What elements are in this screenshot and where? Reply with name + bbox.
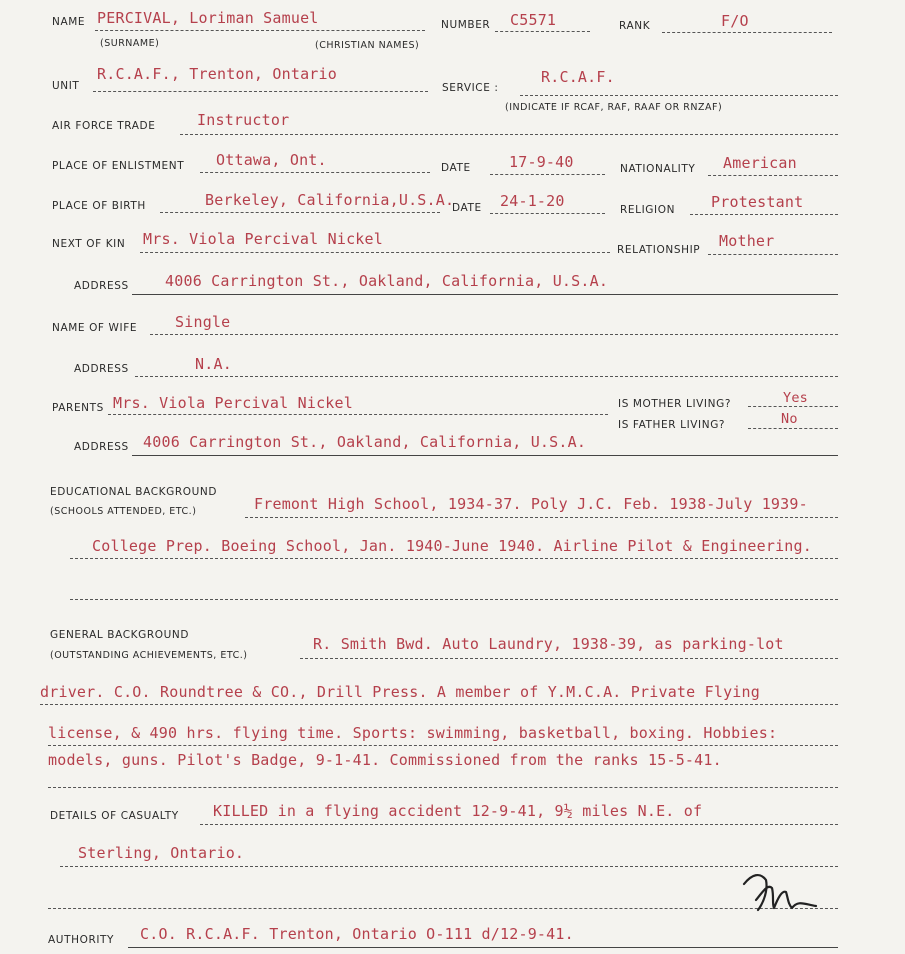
next-of-kin-value: Mrs. Viola Percival Nickel [143, 230, 383, 248]
number-value: C5571 [510, 11, 557, 29]
next-of-kin-line [140, 252, 610, 253]
religion-label: RELIGION [620, 204, 676, 216]
general-background-label: GENERAL BACKGROUND [50, 629, 190, 641]
name-value: PERCIVAL, Loriman Samuel [97, 9, 319, 27]
mother-living-line [748, 406, 838, 407]
general-line-4: models, guns. Pilot's Badge, 9-1-41. Commissioned from the ranks 15-5-41. [48, 751, 722, 769]
air-force-trade-value: Instructor [197, 111, 290, 129]
name-label: NAME [52, 16, 86, 28]
wife-address-line [135, 376, 838, 377]
casualty-rule-3 [48, 908, 838, 909]
wife-line [150, 334, 838, 335]
general-rule-4 [48, 787, 838, 788]
initials-signature [738, 870, 828, 916]
birth-date-line [490, 213, 605, 214]
name-of-wife-label: NAME OF WIFE [52, 322, 138, 334]
outstanding-achievements-label: (OUTSTANDING ACHIEVEMENTS, ETC.) [50, 650, 248, 661]
educational-background-label: EDUCATIONAL BACKGROUND [50, 486, 218, 498]
general-rule-3 [48, 745, 838, 746]
parents-value: Mrs. Viola Percival Nickel [113, 394, 353, 412]
wife-address-label: ADDRESS [74, 363, 129, 375]
birth-line [160, 212, 440, 213]
religion-line [690, 214, 838, 215]
education-rule-2 [70, 558, 838, 559]
birth-date-label: DATE [452, 202, 482, 214]
education-rule-1 [245, 517, 838, 518]
place-of-birth-value: Berkeley, California,U.S.A. [205, 191, 455, 209]
father-living-value: No [781, 411, 798, 427]
enlistment-line [200, 172, 430, 173]
number-label: NUMBER [441, 19, 491, 31]
number-line [495, 31, 590, 32]
next-of-kin-label: NEXT OF KIN [52, 238, 126, 250]
religion-value: Protestant [711, 193, 804, 211]
general-line-3: license, & 490 hrs. flying time. Sports: swimming, basketball, boxing. Hobbies: [48, 724, 778, 742]
date-label: DATE [441, 162, 471, 174]
relationship-value: Mother [719, 232, 775, 250]
parents-address-value: 4006 Carrington St., Oakland, California, U.S.A. [143, 433, 587, 451]
schools-attended-label: (SCHOOLS ATTENDED, ETC.) [50, 506, 197, 517]
enlistment-date-line [490, 174, 605, 175]
service-line [520, 95, 838, 96]
is-father-living-label: IS FATHER LIVING? [618, 419, 726, 431]
father-living-line [748, 428, 838, 429]
casualty-line-2: Sterling, Ontario. [78, 844, 245, 862]
name-line [95, 30, 425, 31]
christian-names-label: (CHRISTIAN NAMES) [315, 40, 420, 51]
casualty-line-1: KILLED in a flying accident 12-9-41, 9½ miles N.E. of [213, 802, 703, 820]
kin-address-label: ADDRESS [74, 280, 129, 292]
nationality-line [708, 175, 838, 176]
is-mother-living-label: IS MOTHER LIVING? [618, 398, 731, 410]
education-line-1: Fremont High School, 1934-37. Poly J.C. Feb. 1938-July 1939- [254, 495, 808, 513]
service-hint: (INDICATE IF RCAF, RAF, RAAF OR RNZAF) [505, 102, 723, 113]
wife-address-value: N.A. [195, 355, 232, 373]
parents-line [108, 414, 608, 415]
rank-value: F/O [721, 12, 749, 30]
air-force-trade-label: AIR FORCE TRADE [52, 120, 156, 132]
relationship-label: RELATIONSHIP [617, 244, 701, 256]
casualty-rule-2 [60, 866, 838, 867]
enlistment-date-value: 17-9-40 [509, 153, 574, 171]
parents-address-label: ADDRESS [74, 441, 129, 453]
relationship-line [708, 254, 838, 255]
authority-line [128, 947, 838, 948]
place-of-enlistment-value: Ottawa, Ont. [216, 151, 327, 169]
surname-label: (SURNAME) [100, 38, 160, 49]
birth-date-value: 24-1-20 [500, 192, 565, 210]
unit-label: UNIT [52, 80, 80, 92]
kin-address-line [132, 294, 838, 295]
kin-address-value: 4006 Carrington St., Oakland, California, U.S.A. [165, 272, 609, 290]
mother-living-value: Yes [783, 390, 808, 406]
parents-label: PARENTS [52, 402, 104, 414]
rank-label: RANK [619, 20, 651, 32]
casualty-rule-1 [200, 824, 838, 825]
service-label: SERVICE : [442, 82, 499, 94]
unit-line [93, 91, 428, 92]
name-of-wife-value: Single [175, 313, 231, 331]
nationality-value: American [723, 154, 797, 172]
unit-value: R.C.A.F., Trenton, Ontario [97, 65, 337, 83]
details-of-casualty-label: DETAILS OF CASUALTY [50, 810, 179, 822]
parents-address-line [132, 455, 838, 456]
place-of-birth-label: PLACE OF BIRTH [52, 200, 146, 212]
nationality-label: NATIONALITY [620, 163, 696, 175]
rank-line [662, 32, 832, 33]
air-force-trade-line [180, 134, 838, 135]
place-of-enlistment-label: PLACE OF ENLISTMENT [52, 160, 185, 172]
service-value: R.C.A.F. [541, 68, 615, 86]
education-line-2: College Prep. Boeing School, Jan. 1940-June 1940. Airline Pilot & Engineering. [92, 537, 812, 555]
education-rule-3 [70, 599, 838, 600]
authority-label: AUTHORITY [48, 934, 115, 946]
general-line-1: R. Smith Bwd. Auto Laundry, 1938-39, as parking-lot [313, 635, 784, 653]
general-rule-1 [300, 658, 838, 659]
authority-value: C.O. R.C.A.F. Trenton, Ontario O-111 d/12-9-41. [140, 925, 574, 943]
general-line-2: driver. C.O. Roundtree & CO., Drill Press. A member of Y.M.C.A. Private Flying [40, 683, 760, 701]
general-rule-2 [40, 704, 838, 705]
